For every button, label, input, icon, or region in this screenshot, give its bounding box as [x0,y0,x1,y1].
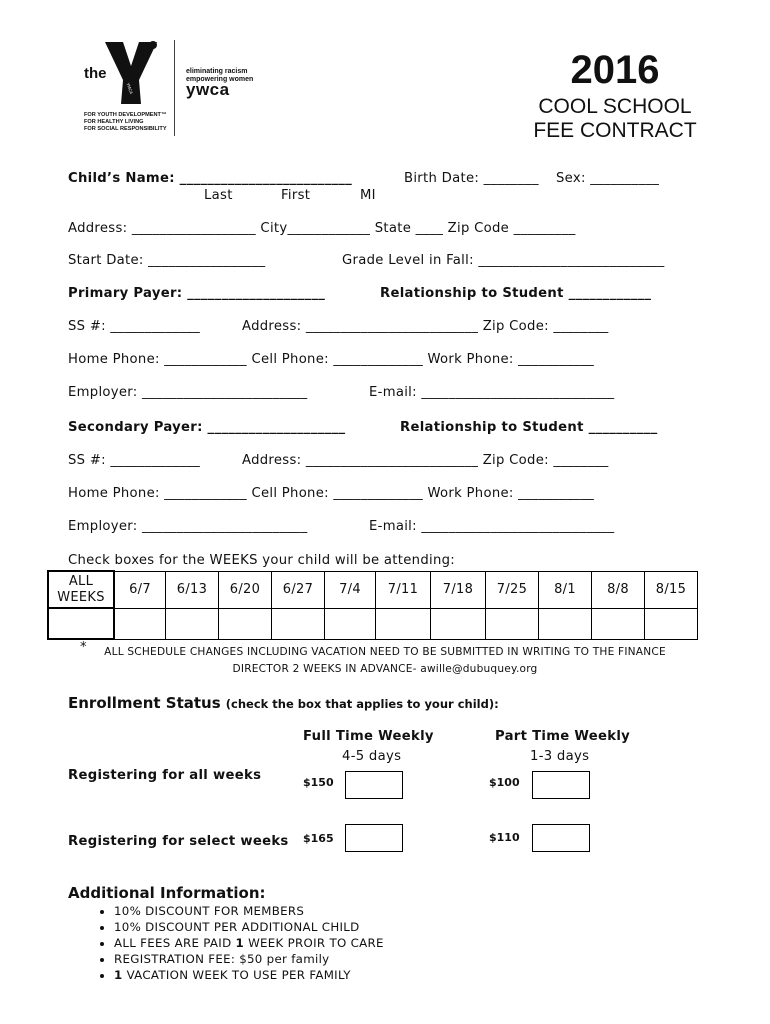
price-all-part: $100 [489,776,520,789]
price-all-full: $150 [303,776,334,789]
week-checkbox[interactable] [219,608,272,639]
enrollment-note: (check the box that applies to your child): [225,697,499,711]
full-time-header: Full Time Weekly [303,729,434,744]
notice-line-1: ALL SCHEDULE CHANGES INCLUDING VACATION NEED TO BE SUBMITTED IN WRITING TO THE FINANCE [104,646,666,658]
sub-label-last: Last [204,188,233,203]
primary-email-field[interactable]: E-mail: ____________________________ [369,385,615,400]
ymca-y-icon [103,40,159,106]
logo-divider [174,40,175,136]
additional-info-list [88,903,384,983]
row-select-weeks-label: Registering for select weeks [68,834,289,849]
primary-phones-field[interactable]: Home Phone: ____________ Cell Phone: _____________ Work Phone: ___________ [68,352,594,367]
week-checkbox[interactable] [486,608,539,639]
week-header: 6/7 [114,571,166,608]
title-line-2: FEE CONTRACT [533,119,697,142]
additional-info-heading: Additional Information: [68,884,266,902]
week-header: 7/11 [376,571,431,608]
secondary-payer-field[interactable]: Secondary Payer: ____________________ [68,420,346,435]
secondary-email-field[interactable]: E-mail: ____________________________ [369,519,615,534]
primary-ss-field[interactable]: SS #: _____________ [68,319,201,334]
week-checkbox[interactable] [114,608,166,639]
price-select-full: $165 [303,832,334,845]
list-item [114,935,384,951]
all-weeks-header [48,571,114,608]
all-part-time-checkbox[interactable] [532,771,590,799]
weeks-table [47,570,698,640]
child-name-label: Child’s Name: _________________________ [68,171,353,186]
weeks-instruction: Check boxes for the WEEKS your child will be attending: [68,553,456,568]
week-header: 6/20 [219,571,272,608]
primary-address-field[interactable]: Address: _________________________ Zip Code: ________ [242,319,609,334]
primary-employer-field[interactable]: Employer: ________________________ [68,385,308,400]
all-weeks-header-line1: ALL [68,573,94,589]
select-part-time-checkbox[interactable] [532,824,590,852]
ymca-tagline: FOR HEALTHY LIVING [84,119,144,125]
logo-the-text: the [84,65,107,82]
week-header: 8/8 [592,571,645,608]
list-item: • 10% DISCOUNT FOR MEMBERS [114,903,384,919]
list-item-tail: WEEK PROIR TO CARE [244,936,384,950]
all-full-time-checkbox[interactable] [345,771,403,799]
address-city-state-zip-field[interactable]: Address: __________________ City____________ State ____ Zip Code _________ [68,221,576,236]
list-item-bold: 1 [235,936,245,950]
primary-relationship-field[interactable]: Relationship to Student ____________ [380,286,652,301]
part-time-header: Part Time Weekly [495,729,631,744]
enrollment-title: Enrollment Status [68,694,221,712]
ymca-tagline: FOR YOUTH DEVELOPMENT™ [84,112,167,118]
week-checkbox[interactable] [325,608,376,639]
logo-y-tag: YMCA [125,82,135,95]
week-header: 7/18 [431,571,486,608]
form-title [520,48,710,143]
week-checkbox[interactable] [539,608,592,639]
week-checkbox[interactable] [376,608,431,639]
full-time-days: 4-5 days [342,749,402,764]
week-checkbox[interactable] [272,608,325,639]
birth-date-field[interactable]: Birth Date: ________ [404,171,539,186]
all-weeks-header-line2: WEEKS [57,589,105,605]
secondary-employer-field[interactable]: Employer: ________________________ [68,519,308,534]
row-all-weeks-label: Registering for all weeks [68,768,262,783]
secondary-relationship-field[interactable]: Relationship to Student __________ [400,420,658,435]
week-checkbox[interactable] [645,608,698,639]
notice-line-2: DIRECTOR 2 WEEKS IN ADVANCE- awille@dubuquey.org [232,663,538,675]
start-date-field[interactable]: Start Date: _________________ [68,253,266,268]
ymca-tagline: FOR SOCIAL RESPONSIBILITY [84,126,167,132]
list-item-text: VACATION WEEK TO USE PER FAMILY [122,968,351,982]
enrollment-heading [68,693,499,712]
primary-payer-field[interactable]: Primary Payer: ____________________ [68,286,326,301]
list-item: • REGISTRATION FEE: $50 per family [114,951,384,967]
week-checkbox[interactable] [166,608,219,639]
notice-asterisk: * [80,640,87,655]
list-item-text: ALL FEES ARE PAID [114,936,236,950]
week-header: 6/27 [272,571,325,608]
part-time-days: 1-3 days [530,749,590,764]
all-weeks-checkbox[interactable] [48,608,114,639]
list-item-bold: 1 [114,968,123,982]
ywca-tagline: eliminating racism [186,68,248,75]
secondary-ss-field[interactable]: SS #: _____________ [68,453,201,468]
week-header: 7/4 [325,571,376,608]
sex-field[interactable]: Sex: __________ [556,171,660,186]
price-select-part: $110 [489,831,520,844]
week-checkbox[interactable] [592,608,645,639]
sub-label-mi: MI [360,188,376,203]
week-checkbox[interactable] [431,608,486,639]
week-header: 8/1 [539,571,592,608]
title-line-1: COOL SCHOOL [538,95,692,118]
ywca-wordmark: ywca [186,80,230,99]
secondary-phones-field[interactable]: Home Phone: ____________ Cell Phone: _____________ Work Phone: ___________ [68,486,594,501]
week-header: 7/25 [486,571,539,608]
grade-level-field[interactable]: Grade Level in Fall: ___________________________ [342,253,665,268]
list-item: • 10% DISCOUNT PER ADDITIONAL CHILD [114,919,384,935]
ymca-taglines [84,112,167,133]
secondary-address-field[interactable]: Address: _________________________ Zip Code: ________ [242,453,609,468]
schedule-change-notice [40,644,730,678]
ywca-tagline: empowering women [186,76,254,83]
week-header: 8/15 [645,571,698,608]
week-header: 6/13 [166,571,219,608]
list-item [114,967,384,983]
select-full-time-checkbox[interactable] [345,824,403,852]
sub-label-first: First [281,188,311,203]
title-year: 2016 [570,48,660,92]
child-name-field[interactable] [68,171,352,186]
